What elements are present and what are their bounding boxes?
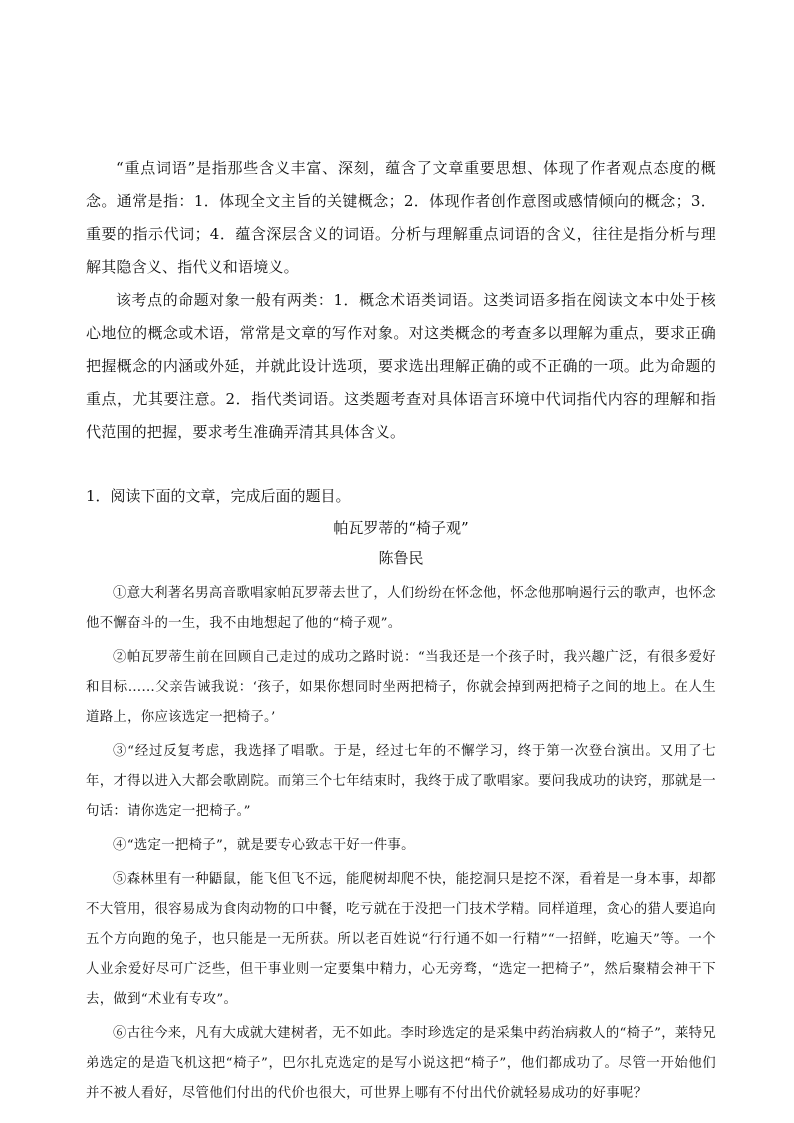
article-paragraph-4: ④“选定一把椅子”，就是要专心致志干好一件事。 xyxy=(113,838,415,853)
intro-paragraph-1: “重点词语”是指那些含义丰富、深刻，蕴含了文章重要思想、体现了作者观点态度的概念。通常是指：1．体现全文主旨的关键概念；2．体现作者创作意图或感情倾向的概念；3．重要的指示代词；4．蕴含深层含义的词语。分析与理解重点词语的含义，往往是指分析与理解其隐含义、指代义和语境义。 xyxy=(86,159,716,276)
question-prompt: 1．阅读下面的文章，完成后面的题目。 xyxy=(86,487,351,505)
article-paragraph-2: ②帕瓦罗蒂生前在回顾自己走过的成功之路时说：“当我还是一个孩子时，我兴趣广泛，有很多爱好和目标……父亲告诫我说：‘孩子，如果你想同时坐两把椅子，你就会掉到两把椅子之间的地上。在人生道路上，你应该选定一把椅子。’ xyxy=(86,650,716,725)
intro-paragraph-2: 该考点的命题对象一般有两类：1．概念术语类词语。这类词语多指在阅读文本中处于核心地位的概念或术语，常常是文章的写作对象。对这类概念的考查多以理解为重点，要求正确把握概念的内涵或外延，并就此设计选项，要求选出理解正确的或不正确的一项。此为命题的重点，尤其要注意。2．指代类词语。这类题考查对具体语言环境中代词指代内容的理解和指代范围的把握，要求考生准确弄清其具体含义。 xyxy=(86,291,716,441)
article-title: 帕瓦罗蒂的“椅子观” xyxy=(333,519,469,537)
article-author: 陈鲁民 xyxy=(378,549,424,567)
page-content xyxy=(86,152,716,1113)
article-paragraph-5: ⑤森林里有一种鼯鼠，能飞但飞不远，能爬树却爬不快，能挖洞只是挖不深，看着是一身本事，却都不大管用，很容易成为食肉动物的口中餐，吃亏就在于没把一门技术学精。同样道理，贪心的猎人要追向五个方向跑的兔子，也只能是一无所获。所以老百姓说“行行通不如一行精”“一招鲜，吃遍天”等。一个人业余爱好尽可广泛些，但干事业则一定要集中精力，心无旁骛，“选定一把椅子”，然后聚精会神干下去，做到“术业有专攻”。 xyxy=(86,872,716,1007)
intro-section xyxy=(86,152,716,449)
article-paragraph-6: ⑥古往今来，凡有大成就大建树者，无不如此。李时珍选定的是采集中药治病救人的“椅子”，莱特兄弟选定的是造飞机这把“椅子”，巴尔扎克选定的是写小说这把“椅子”，他们都成功了。尽管一开始他们并不被人看好，尽管他们付出的代价也很大，可世界上哪有不付出代价就轻易成功的好事呢？ xyxy=(86,1026,716,1101)
article-body xyxy=(86,579,716,1109)
article-paragraph-3: ③“经过反复考虑，我选择了唱歌。于是，经过七年的不懈学习，终于第一次登台演出。又用了七年，才得以进入大都会歌剧院。而第三个七年结束时，我终于成了歌唱家。要问我成功的诀窍，那就是一句话：请你选定一把椅子。” xyxy=(86,744,716,819)
article-paragraph-1: ①意大利著名男高音歌唱家帕瓦罗蒂去世了，人们纷纷在怀念他，怀念他那响遏行云的歌声，也怀念他不懈奋斗的一生，我不由地想起了他的“椅子观”。 xyxy=(86,586,716,631)
